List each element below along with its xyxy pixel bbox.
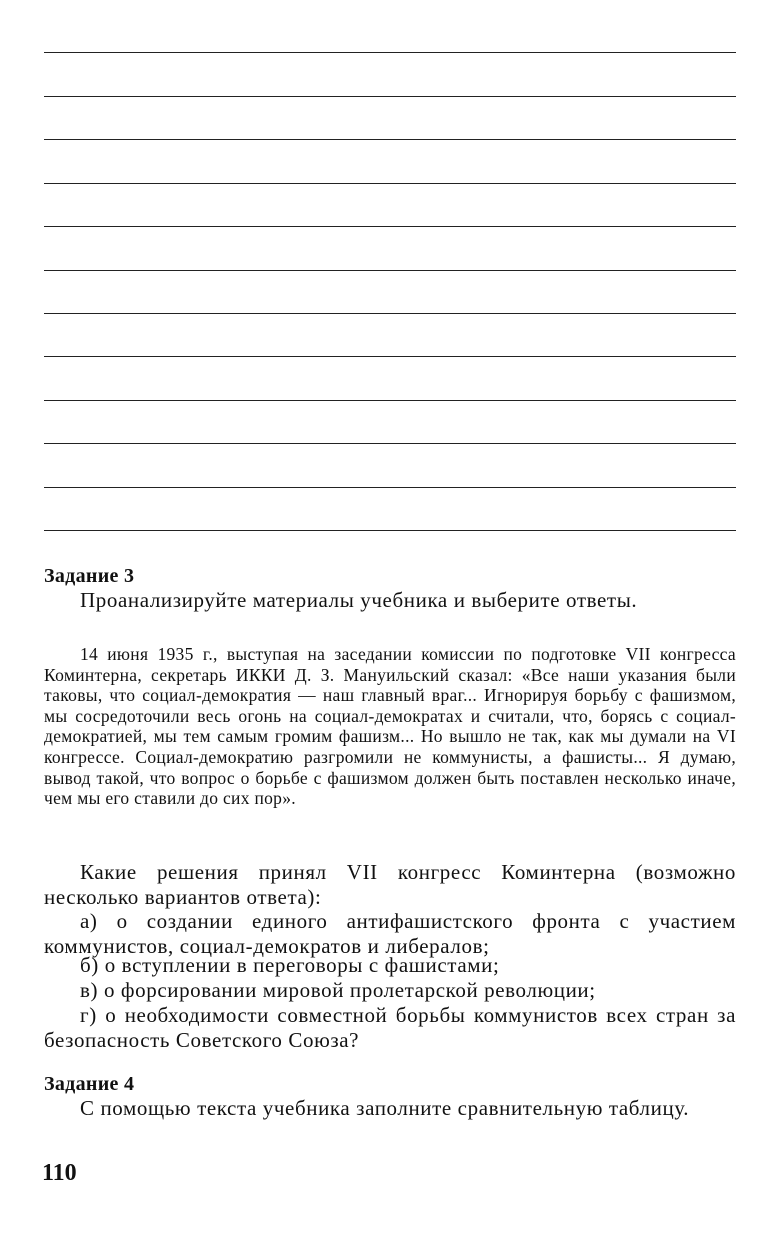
task3-option-b: б) о вступлении в переговоры с фашистами; xyxy=(80,953,500,977)
answer-line[interactable] xyxy=(44,530,736,531)
task3-quote: 14 июня 1935 г., выступая на заседании комиссии по подготовке VII конгресса Коминтерна, секретарь ИККИ Д. З. Мануильский сказал: «Все наши указания были таковы, что социал-демократия — наш главный враг... Игнорируя борьбу с фашизмом, мы сосредоточили весь огонь на социал-демократах и считали, что, борясь с социал-демократией, мы тем самым громим фашизм... Но вышло не так, как мы думали на VI конгрессе. Социал-демократию разгромили не коммунисты, а фашисты... Я думаю, вывод такой, что вопрос о борьбе с фашизмом должен быть поставлен несколько иначе, чем мы его ставили до сих пор». xyxy=(44,644,736,809)
answer-line[interactable] xyxy=(44,487,736,488)
task3-instruction: Проанализируйте материалы учебника и выберите ответы. xyxy=(80,588,638,612)
answer-line[interactable] xyxy=(44,356,736,357)
answer-line[interactable] xyxy=(44,400,736,401)
task3-option-d: г) о необходимости совместной борьбы коммунистов всех стран за безопасность Советского Союза? xyxy=(44,1003,736,1052)
answer-line[interactable] xyxy=(44,96,736,97)
answer-line[interactable] xyxy=(44,183,736,184)
answer-line[interactable] xyxy=(44,443,736,444)
task3-question: Какие решения принял VII конгресс Коминтерна (возможно несколько вариантов ответа): xyxy=(44,860,736,909)
task3-option-a: а) о создании единого антифашистского фронта с участием коммунистов, социал-демократов и либералов; xyxy=(44,909,736,958)
answer-line[interactable] xyxy=(44,226,736,227)
answer-line[interactable] xyxy=(44,52,736,53)
task4-instruction: С помощью текста учебника заполните сравнительную таблицу. xyxy=(80,1096,690,1120)
task3-option-c: в) о форсировании мировой пролетарской революции; xyxy=(80,978,596,1002)
task3-title: Задание 3 xyxy=(44,565,135,587)
answer-line[interactable] xyxy=(44,139,736,140)
answer-line[interactable] xyxy=(44,313,736,314)
answer-line[interactable] xyxy=(44,270,736,271)
answer-lines[interactable] xyxy=(44,0,736,540)
page-number: 110 xyxy=(42,1160,77,1186)
task4-title: Задание 4 xyxy=(44,1073,135,1095)
